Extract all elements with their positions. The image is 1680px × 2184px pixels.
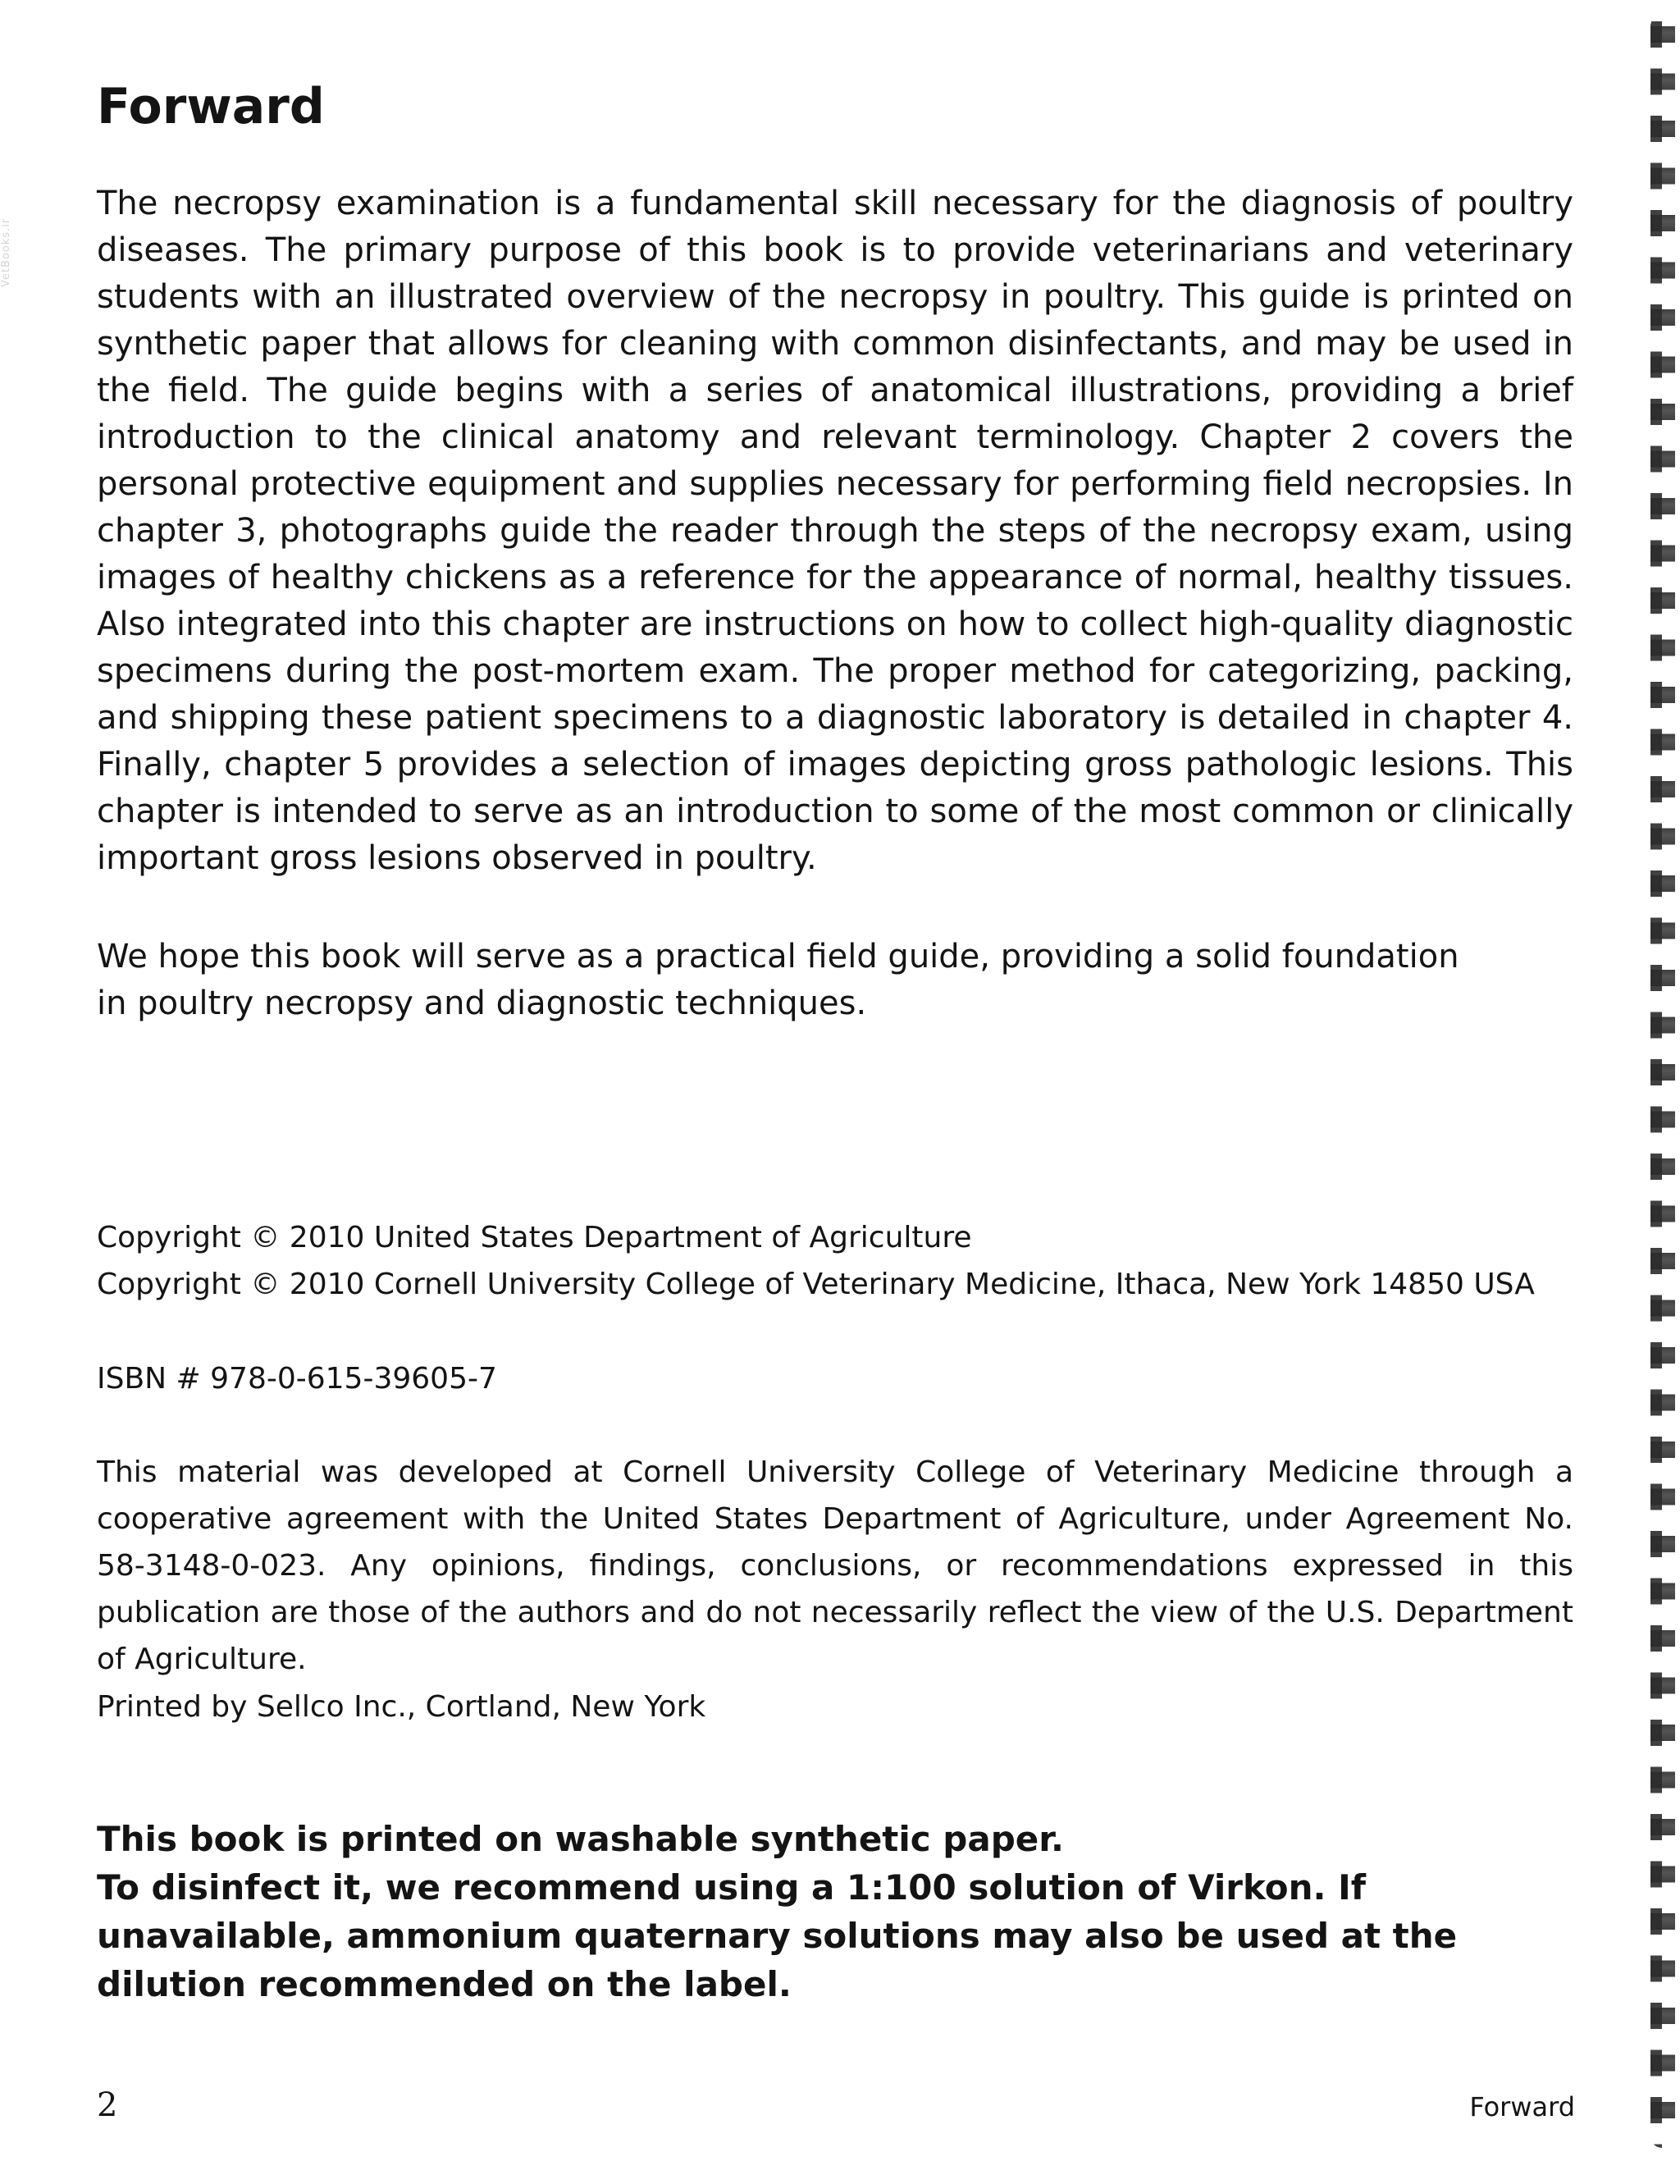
isbn-number: ISBN # 978-0-615-39605-7 (97, 1362, 497, 1396)
disinfection-notice (97, 1815, 1573, 2008)
spiral-binding (1650, 15, 1675, 2148)
closing-paragraph: We hope this book will serve as a practical field guide, providing a solid foundation in poultry necropsy and diagnostic techniques. (97, 938, 1459, 1022)
page-title: Forward (97, 78, 325, 135)
copyright-usda: Copyright © 2010 United States Department of Agriculture (97, 1221, 972, 1254)
side-watermark: VetBooks.ir (0, 217, 12, 287)
copyright-cornell: Copyright © 2010 Cornell University College of Veterinary Medicine, Ithaca, New York 14850 USA (97, 1268, 1535, 1301)
notice-line-washable: This book is printed on washable synthetic paper. (97, 1819, 1064, 1859)
printer-credit: Printed by Sellco Inc., Cortland, New York (97, 1690, 706, 1724)
page-number: 2 (97, 2086, 118, 2124)
notice-line-disinfect: To disinfect it, we recommend using a 1:100 solution of Virkon. If unavailable, ammonium quaternary solutions may also be used at the dilution recommended on the label. (97, 1867, 1458, 2004)
funding-disclaimer: This material was developed at Cornell University College of Veterinary Medicine through a cooperative agreement with the United States Department of Agriculture, under Agreement No. 58-3148-0-023. Any opinions, findings, conclusions, or recommendations expressed in this publication are those of the authors and do not necessarily reflect the view of the U.S. Department of Agriculture. (97, 1455, 1573, 1676)
intro-paragraph: The necropsy examination is a fundamental skill necessary for the diagnosis of poultry diseases. The primary purpose of this book is to provide veterinarians and veterinary students with an illustrated overview of the necropsy in poultry. This guide is printed on synthetic paper that allows for cleaning with common disinfectants, and may be used in the field. The guide begins with a series of anatomical illustrations, providing a brief introduction to the clinical anatomy and relevant terminology. Chapter 2 covers the personal protective equipment and supplies necessary for performing field necropsies. In chapter 3, photographs guide the reader through the steps of the necropsy exam, using images of healthy chickens as a reference for the appearance of normal, healthy tissues. Also integrated into this chapter are instructions on how to collect high-quality diagnostic specimens during the post-mortem exam. The proper method for categorizing, packing, and shipping these patient specimens to a diagnostic laboratory is detailed in chapter 4. Finally, chapter 5 provides a selection of images depicting gross pathologic lesions. This chapter is intended to serve as an introduction to some of the most common or clinically important gross lesions observed in poultry. (97, 185, 1573, 877)
running-footer-section: Forward (1469, 2091, 1575, 2122)
